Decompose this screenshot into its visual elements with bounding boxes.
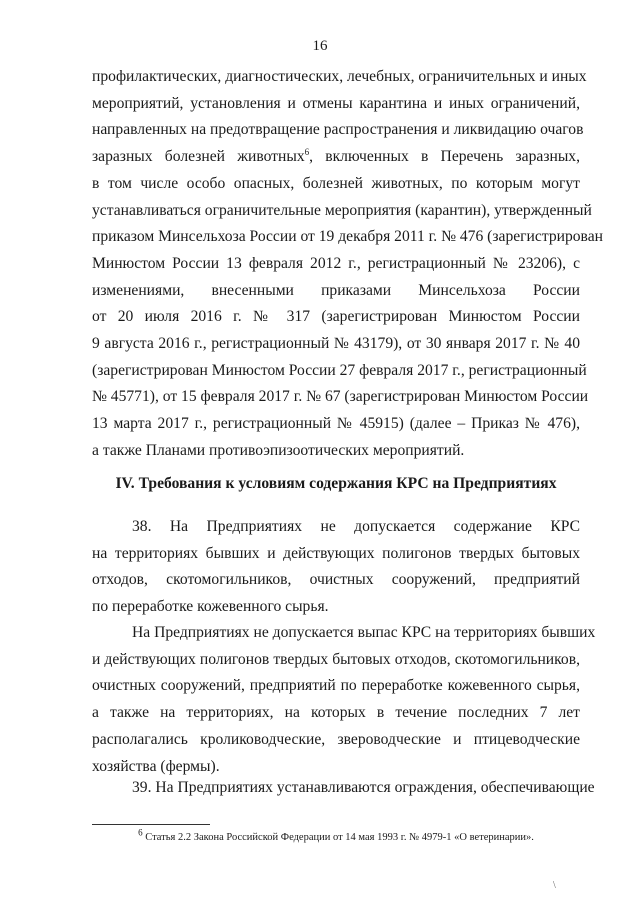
text-fragment: заразных болезней животных [92,148,305,166]
text-line-with-footnote [92,144,580,171]
text-line: а также Планами противоэпизоотических мероприятий. [92,441,465,459]
item-38-grazing-paragraph [92,620,596,780]
corner-mark: \ [553,880,556,891]
text-line: устанавливаться ограничительные мероприятия (карантин), утвержденный [92,201,592,219]
footnote-divider [92,824,210,825]
text-line: (зарегистрирован Минюстом России 27 февраля 2017 г., регистрационный [92,361,587,379]
paragraph-intro [92,64,603,465]
text-line: На Предприятиях не допускается выпас КРС на территориях бывших [132,624,596,641]
text-line: на территориях бывших и действующих полигонов твердых бытовых [92,544,580,562]
text-line: располагались кролиководческие, звероводческие и птицеводческие [92,730,580,748]
page-number: 16 [312,38,328,54]
text-line: в том числе особо опасных, болезней животных, по которым могут [92,174,580,192]
text-line: профилактических, диагностических, лечебных, ограничительных и иных [92,68,587,85]
text-line: по переработке кожевенного сырья. [92,598,329,616]
text-fragment: , включенных в Перечень заразных, [309,148,580,166]
text-line: приказом Минсельхоза России от 19 декабря 2011 г. № 476 (зарегистрирован [92,228,603,246]
text-line: отходов, скотомогильников, очистных сооружений, предприятий [92,571,580,589]
text-line: направленных на предотвращение распространения и ликвидацию очагов [92,121,584,139]
text-line: Минюстом России 13 февраля 2012 г., регистрационный № 23206), с [92,254,580,272]
text-line: № 45771), от 15 февраля 2017 г. № 67 (зарегистрирован Минюстом России [92,388,589,406]
section-heading: IV. Требования к условиям содержания КРС на Предприятиях [115,475,557,492]
text-line: изменениями, внесенными приказами Минсельхоза России [92,281,580,299]
text-line: 13 марта 2017 г., регистрационный № 45915) (далее – Приказ № 476), [92,415,580,433]
text-line: а также на территориях, на которых в течение последних 7 лет [92,704,580,722]
text-line: хозяйства (фермы). [92,757,220,775]
footnote-reference: 6 [304,146,310,157]
item-38-paragraph [92,514,580,621]
text-line: 39. На Предприятиях устанавливаются ограждения, обеспечивающие [132,779,595,796]
text-line: и действующих полигонов твердых бытовых отходов, скотомогильников, [92,650,580,668]
footnote-text: Статья 2.2 Закона Российской Федерации от 14 мая 1993 г. № 4979-1 «О ветеринарии». [142,832,534,843]
text-line: мероприятий, установления и отмены карантина и иных ограничений, [92,94,580,112]
text-line: 38. На Предприятиях не допускается содержание КРС [132,518,580,535]
text-line: 9 августа 2016 г., регистрационный № 43179), от 30 января 2017 г. № 40 [92,335,580,353]
item-39-paragraph [92,775,595,802]
text-line: от 20 июля 2016 г. № 317 (зарегистрирован Минюстом России [92,308,580,326]
text-line: очистных сооружений, предприятий по переработке кожевенного сырья, [92,677,580,695]
footnote-number: 6 [138,827,143,838]
footnote [92,827,580,843]
